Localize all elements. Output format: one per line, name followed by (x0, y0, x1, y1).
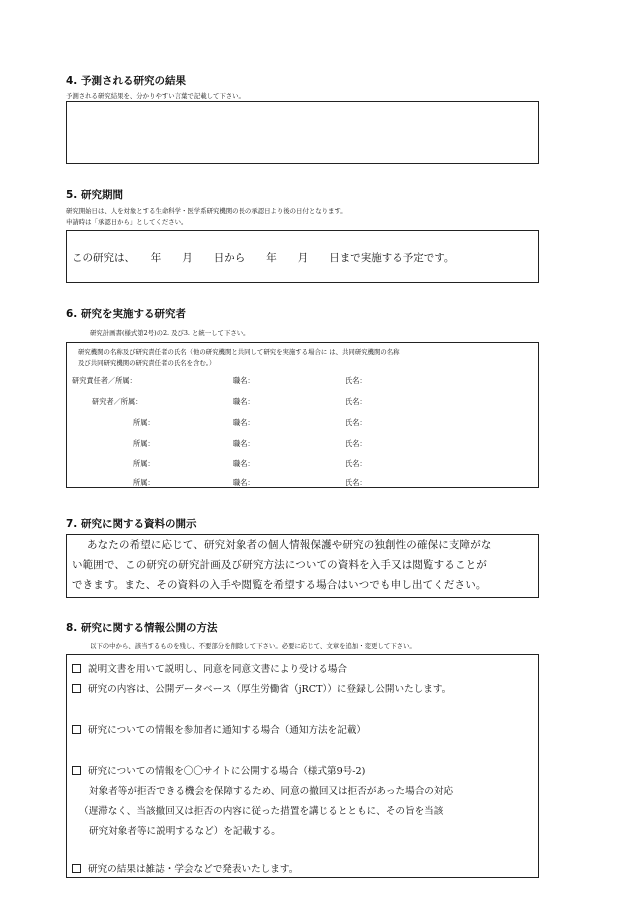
researcher-row-name: 氏名： (345, 397, 367, 406)
option-label: 研究の結果は雑誌・学会などで発表いたします。 (88, 864, 299, 875)
researcher-row-affil: 研究責任者／所属： (72, 376, 137, 385)
disclosure-box (66, 534, 539, 598)
option-label: 研究についての情報を参加者に通知する場合（通知方法を記載） (88, 725, 367, 736)
section-4-heading: 4. 予測される研究の結果 (66, 75, 186, 87)
section-6-note: 研究計画書(様式第2号)の2. 及び3. と統一して下さい。 (90, 329, 250, 337)
researcher-row-affil: 所属： (133, 459, 155, 468)
researchers-box-note-1: 研究機関の名称及び研究責任者の氏名（他の研究機関と共同して研究を実施する場合に は、共同研究機関の名称 (78, 348, 400, 356)
section-5-note-2: 申請時は「承認日から」としてください。 (66, 218, 188, 226)
option-publish-results[interactable] (72, 861, 298, 875)
option-detail-line-2: （遅滞なく、当該撤回又は拒否の内容に従った措置を講じるとともに、その旨を当該 (79, 806, 444, 817)
option-consent-document[interactable] (72, 661, 347, 675)
option-detail-line-1: 対象者等が拒否できる機会を保障するため、同意の撤回又は拒否があった場合の対応 (89, 786, 454, 797)
checkbox[interactable] (72, 766, 81, 775)
option-public-database[interactable] (72, 681, 451, 695)
option-label: 研究の内容は、公開データベース（厚生労働省（jRCT））に登録し公開いたします。 (88, 684, 452, 695)
option-detail-line-3: 研究対象者等に説明するなど）を記載する。 (89, 826, 281, 837)
researcher-row-name: 氏名： (345, 439, 367, 448)
researcher-row-name: 氏名： (345, 376, 367, 385)
researcher-row-title: 職名： (233, 376, 255, 385)
disclosure-line-1: あなたの希望に応じて、研究対象者の個人情報保護や研究の独創性の確保に支障がな (87, 539, 492, 551)
researcher-row-affil: 所属： (133, 418, 155, 427)
section-8-heading: 8. 研究に関する情報公開の方法 (66, 622, 218, 634)
disclosure-line-3: できます。また、その資料の入手や閲覧を希望する場合はいつでも申し出てください。 (72, 579, 487, 591)
option-publish-site[interactable] (72, 763, 365, 777)
researcher-row-affil: 所属： (133, 439, 155, 448)
researcher-row-title: 職名： (233, 459, 255, 468)
section-4-note: 予測される研究結果を、分かりやすい言葉で記載して下さい。 (66, 92, 245, 100)
option-notify-participants[interactable] (72, 722, 366, 736)
disclosure-line-2: い範囲で、この研究の研究計画及び研究方法についての資料を入手又は閲覧することが (72, 559, 487, 571)
option-label: 説明文書を用いて説明し、同意を同意文書により受ける場合 (88, 664, 348, 675)
researcher-row-affil: 所属： (133, 478, 155, 487)
researchers-box (66, 342, 539, 488)
researchers-box-note-2: 及び共同研究機関の研究責任者の氏名を含む。） (78, 359, 216, 367)
period-box[interactable] (66, 230, 539, 283)
researcher-row-name: 氏名： (345, 478, 367, 487)
researcher-row-title: 職名： (233, 439, 255, 448)
info-disclosure-box (66, 654, 539, 878)
results-textbox[interactable] (66, 101, 539, 164)
researcher-row-title: 職名： (233, 418, 255, 427)
section-5-note-1: 研究開始日は、人を対象とする生命科学・医学系研究機関の長の承認日より後の日付となります。 (66, 207, 347, 215)
option-label: 研究についての情報を〇〇サイトに公開する場合（様式第9号-2) (88, 766, 366, 777)
checkbox[interactable] (72, 864, 81, 873)
researcher-row-name: 氏名： (345, 459, 367, 468)
section-6-heading: 6. 研究を実施する研究者 (66, 308, 186, 320)
researcher-row-title: 職名： (233, 478, 255, 487)
section-5-heading: 5. 研究期間 (66, 189, 123, 201)
checkbox[interactable] (72, 684, 81, 693)
checkbox[interactable] (72, 664, 81, 673)
researcher-row-name: 氏名： (345, 418, 367, 427)
section-7-heading: 7. 研究に関する資料の開示 (66, 518, 197, 530)
researcher-row-affil: 研究者／所属： (92, 397, 143, 406)
researcher-row-title: 職名： (233, 397, 255, 406)
checkbox[interactable] (72, 725, 81, 734)
period-text: この研究は、 年 月 日から 年 月 日まで実施する予定です。 (72, 252, 455, 264)
section-8-note: 以下の中から、該当するものを残し、不要部分を削除して下さい。必要に応じて、文章を追加・変更して下さい。 (90, 642, 416, 650)
